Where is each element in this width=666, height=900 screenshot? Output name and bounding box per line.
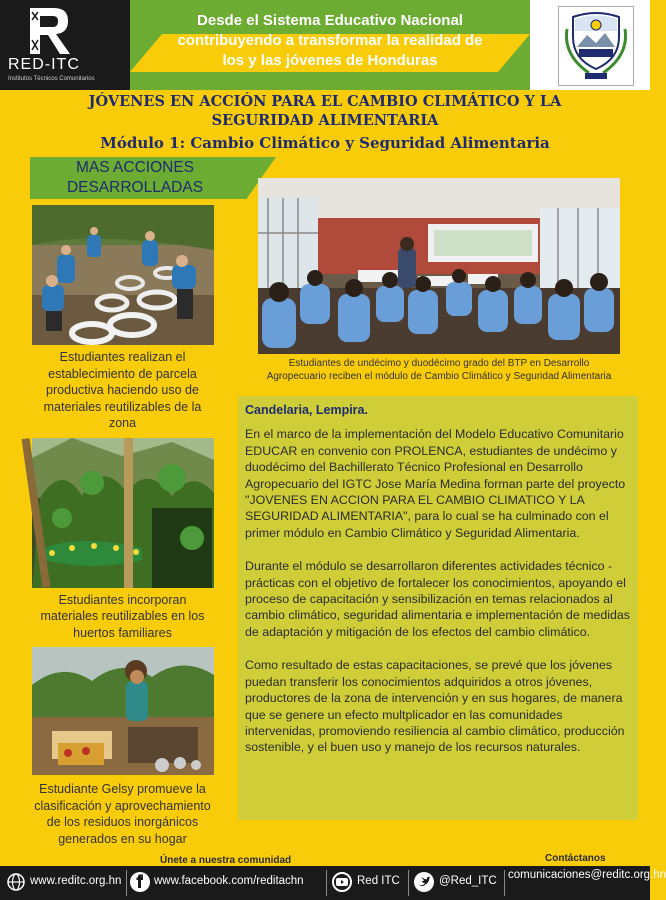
caption-gelsy: Estudiante Gelsy promueve la clasificación y aprovechamiento de los residuos inorgánicos generados en su hogar bbox=[34, 782, 211, 846]
footer-divider bbox=[408, 870, 409, 896]
section-heading-line-1: MAS ACCIONES bbox=[76, 159, 194, 176]
logo-text: RED-ITC bbox=[8, 56, 80, 73]
photo-huertos-image bbox=[32, 438, 214, 588]
facebook-icon bbox=[130, 872, 150, 892]
caption-classroom: Estudiantes de undécimo y duodécimo grado del BTP en Desarrollo Agropecuario reciben el módulo de Cambio Climático y Seguridad Alimentaria bbox=[266, 358, 612, 382]
caption-huertos: Estudiantes incorporan materiales reutilizables en los huertos familiares bbox=[40, 592, 205, 640]
caption-parcela: Estudiantes realizan el establecimiento de parcela productiva haciendo uso de materiales reutilizables de la zona bbox=[43, 350, 202, 430]
facebook-link[interactable]: www.facebook.com/reditachn bbox=[154, 875, 304, 887]
website-link[interactable]: www.reditc.org.hn bbox=[30, 875, 122, 887]
article-paragraph-1: En el marco de la implementación del Modelo Educativo Comunitario EDUCAR en convenio con PROLENCA, estudiantes de undécimo y duodécimo del Bachillerato Técnico Profesional en Desarrollo Agropecuario del IGTC Jose María Medina forman parte del proyecto "JOVENES EN ACCION PARA EL CAMBIO CLIMATICO Y LA SEGURIDAD ALIMENTARIA", para lo cual se ha culminado con el primer módulo en Cambio Climático y Seguridad Alimentaria. bbox=[245, 427, 626, 540]
red-itc-logo[interactable] bbox=[0, 0, 130, 90]
footer-divider bbox=[504, 870, 505, 896]
left-column bbox=[30, 205, 215, 847]
contact-label: Contáctanos bbox=[545, 853, 606, 864]
institution-seal-icon bbox=[559, 7, 633, 85]
module-title: Módulo 1: Cambio Climático y Seguridad Alimentaria bbox=[100, 134, 550, 152]
photo-parcela-image bbox=[32, 205, 214, 345]
slogan-line-3: los y las jóvenes de Honduras bbox=[222, 52, 438, 69]
globe-icon bbox=[6, 872, 26, 892]
twitter-link[interactable]: @Red_ITC bbox=[439, 875, 497, 887]
photo-gelsy bbox=[32, 647, 214, 775]
photo-classroom-image bbox=[258, 178, 620, 354]
slogan-line-1: Desde el Sistema Educativo Nacional bbox=[197, 12, 463, 29]
institution-seal bbox=[558, 6, 634, 86]
section-heading bbox=[30, 158, 240, 198]
photo-huertos bbox=[32, 438, 214, 588]
logo-subtitle: Institutos Técnicos Comunitarios bbox=[8, 76, 95, 82]
photo-parcela bbox=[32, 205, 214, 345]
footer-divider bbox=[326, 870, 327, 896]
photo-classroom bbox=[258, 178, 620, 354]
article-location: Candelaria, Lempira. bbox=[245, 403, 368, 417]
red-itc-logo-mark-icon bbox=[28, 6, 72, 56]
section-heading-line-2: DESARROLLADAS bbox=[66, 179, 204, 196]
footer-divider bbox=[126, 870, 127, 896]
footer bbox=[0, 866, 666, 900]
photo-gelsy-image bbox=[32, 647, 214, 775]
join-community-label: Únete a nuestra comunidad bbox=[160, 855, 292, 866]
slogan-text bbox=[130, 11, 530, 71]
email-link[interactable]: comunicaciones@reditc.org.hn bbox=[508, 869, 666, 881]
article-paragraph-3: Como resultado de estas capacitaciones, se prevé que los jóvenes puedan transferir los conocimientos adquiridos a otros jóvenes, productores de la zona de intervención y en sus hogares, de manera que se genere un efecto multplicador en las comunidades intervenidas, promoviendo resiliencia al cambio climático, producción sostenible, y el buen uso y manejo de los recursos naturales. bbox=[245, 658, 625, 755]
youtube-icon bbox=[332, 872, 352, 892]
article-paragraph-2: Durante el módulo se desarrollaron diferentes actividades técnico - prácticas con el objetivo de fortalecer los conocimientos, apoyando el proceso de capacitación y sensibilización en temas relacionados al cambio climático, seguridad alimentaria e implementación de medidas de adaptación y mitigación de los efectos del cambio climático. bbox=[245, 559, 630, 639]
twitter-icon bbox=[414, 872, 434, 892]
youtube-link[interactable]: Red ITC bbox=[357, 875, 400, 887]
article-body bbox=[238, 396, 638, 820]
title-area bbox=[0, 90, 650, 156]
page-title: JÓVENES EN ACCIÓN PARA EL CAMBIO CLIMÁTICO Y LA SEGURIDAD ALIMENTARIA bbox=[88, 93, 562, 129]
slogan-line-2: contribuyendo a transformar la realidad de bbox=[177, 32, 483, 49]
